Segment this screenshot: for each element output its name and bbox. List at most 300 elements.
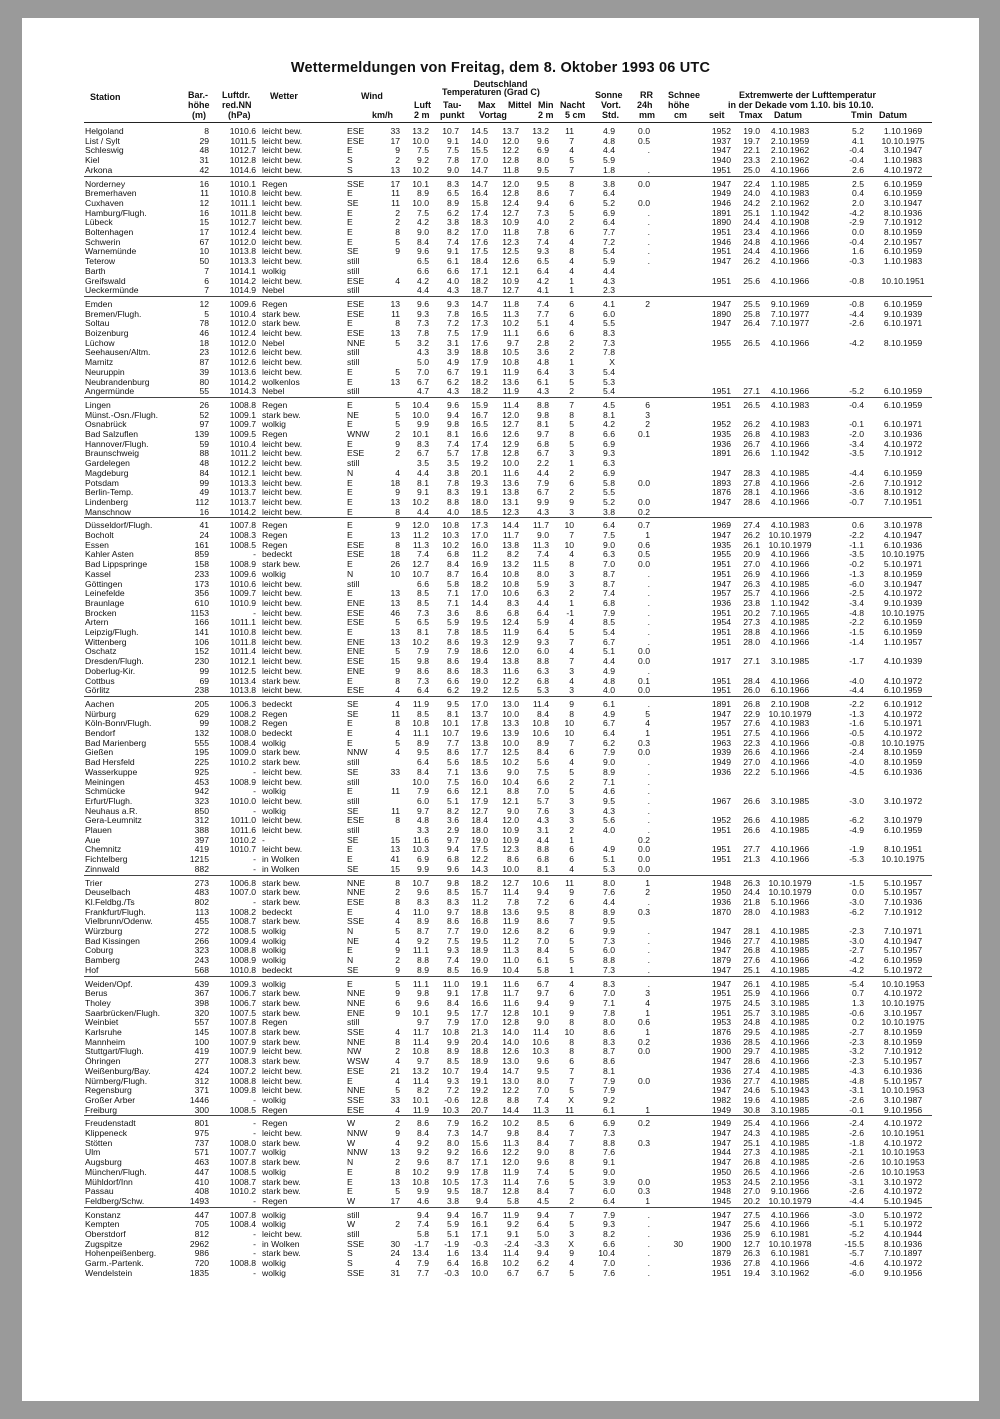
- cell-precip: 0.6: [638, 1017, 650, 1028]
- cell-tmax-date: 2.10.1962: [770, 145, 810, 156]
- cell-station: Neuhaus a.R.: [85, 805, 138, 816]
- cell-since: 1947: [711, 318, 731, 329]
- cell-sunshine: 4.4: [603, 145, 615, 156]
- cell-station: Saarbrücken/Flugh.: [85, 1007, 160, 1018]
- cell-sunshine: 8.7: [603, 1046, 615, 1057]
- station-row: [22, 864, 979, 874]
- cell-dew-point: 9.1: [447, 988, 459, 999]
- cell-dew-point: -0.3: [444, 1267, 459, 1278]
- cell-station: Karlsruhe: [85, 1027, 122, 1037]
- cell-tmax-date: 4.10.1985: [770, 1128, 810, 1138]
- cell-tmin: -1.4: [849, 636, 864, 647]
- cell-tmax: 27.3: [743, 1147, 760, 1158]
- cell-wind-speed: 5: [395, 399, 400, 410]
- cell-wind-dir: E: [347, 217, 353, 228]
- cell-max-temp: 19.1: [471, 978, 488, 989]
- cell-precip: 4: [645, 718, 650, 729]
- cell-pressure: 1011.5: [230, 135, 256, 146]
- cell-max-temp: 17.1: [471, 1157, 488, 1168]
- cell-height: 49: [199, 487, 209, 498]
- cell-weather: leicht bew.: [262, 656, 303, 667]
- station-row: [22, 126, 979, 136]
- cell-height: 11: [200, 188, 209, 199]
- cell-station: Chemnitz: [85, 844, 122, 855]
- cell-pressure: 1011.4: [230, 646, 256, 657]
- cell-mean-prev: 11.6: [502, 467, 519, 478]
- cell-since: 1947: [711, 708, 731, 719]
- cell-tmin-date: 1.10.1983: [883, 155, 923, 166]
- cell-height: 483: [194, 887, 209, 898]
- cell-night-min: 10: [564, 728, 574, 738]
- cell-pressure: -: [253, 896, 256, 907]
- cell-mean-prev: 9.0: [507, 766, 519, 777]
- group-separator: [84, 1115, 932, 1116]
- cell-air-temp: 9.0: [417, 227, 429, 237]
- cell-weather: stark bew.: [262, 1186, 301, 1197]
- cell-wind-dir: NNW: [347, 747, 368, 758]
- cell-precip: .: [647, 766, 650, 777]
- cell-height: 141: [194, 627, 209, 637]
- cell-precip: 1: [645, 1027, 650, 1037]
- cell-station: Münst.-Osn./Flugh.: [85, 409, 159, 420]
- cell-weather: Regen: [262, 399, 288, 410]
- group-separator: [84, 296, 932, 297]
- cell-weather: leicht bew.: [262, 145, 303, 156]
- cell-max-temp: 16.4: [471, 568, 488, 579]
- cell-wind-dir: E: [347, 419, 353, 430]
- cell-wind-speed: 18: [390, 549, 400, 560]
- cell-tmin: -0.5: [849, 728, 864, 738]
- cell-wind-dir: ESE: [347, 135, 365, 146]
- cell-tmin: -2.6: [849, 1128, 864, 1138]
- cell-tmax: 26.8: [743, 698, 760, 709]
- header-mittel: Mittel: [508, 100, 532, 110]
- cell-tmax: 28.0: [743, 636, 760, 647]
- cell-wind-dir: still: [347, 795, 360, 806]
- cell-tmin: -2.2: [849, 530, 864, 540]
- cell-dew-point: 5.1: [447, 795, 459, 806]
- cell-dew-point: 5.9: [447, 1219, 459, 1230]
- cell-sunshine: 5.4: [603, 627, 615, 637]
- cell-station: Soltau: [85, 318, 110, 329]
- cell-air-temp: 4.4: [417, 285, 429, 296]
- cell-wind-speed: 30: [390, 1238, 400, 1249]
- cell-min-temp: 9.5: [537, 906, 549, 917]
- cell-height: 300: [194, 1104, 209, 1115]
- cell-sunshine: 8.3: [603, 978, 615, 989]
- cell-night-min: 5: [569, 207, 574, 218]
- cell-dew-point: 9.8: [447, 877, 459, 888]
- cell-station: Angermünde: [85, 386, 135, 397]
- cell-tmax-date: 1.10.1942: [770, 207, 810, 218]
- cell-pressure: 1007.9: [229, 1046, 256, 1057]
- station-row: [22, 738, 979, 748]
- cell-pressure: 1010.9: [229, 597, 256, 608]
- cell-max-temp: 16.6: [471, 1147, 488, 1158]
- cell-pressure: 1008.0: [229, 1137, 256, 1148]
- cell-tmax: 25.6: [743, 1219, 760, 1230]
- cell-tmax: 27.7: [743, 844, 760, 855]
- cell-station: Braunlage: [85, 597, 125, 608]
- cell-wind-speed: 8: [395, 815, 400, 826]
- cell-pressure: 1010.8: [229, 188, 256, 199]
- cell-max-temp: 16.8: [471, 1258, 488, 1269]
- cell-wind-dir: ESE: [347, 685, 365, 696]
- station-row: [22, 916, 979, 926]
- cell-weather: wolkig: [262, 1209, 286, 1220]
- cell-wind-speed: 5: [395, 737, 400, 748]
- cell-tmax-date: 4.10.1985: [770, 935, 810, 946]
- cell-max-temp: 10.0: [471, 1267, 488, 1278]
- header-temperaturen: Temperaturen (Grad C): [442, 87, 540, 97]
- cell-pressure: -: [253, 863, 256, 874]
- cell-mean-prev: 8.3: [507, 597, 519, 608]
- cell-min-temp: 6.8: [537, 854, 549, 865]
- cell-height: 859: [194, 549, 209, 560]
- cell-tmax: 28.0: [743, 906, 760, 917]
- cell-tmin: -4.8: [849, 607, 864, 618]
- cell-precip: 0.0: [638, 178, 650, 189]
- cell-air-temp: 11.2: [412, 530, 429, 540]
- cell-since: 1951: [711, 399, 731, 410]
- cell-tmax: 25.9: [743, 988, 760, 999]
- cell-weather: Regen: [262, 520, 288, 531]
- cell-sunshine: 5.8: [603, 477, 615, 488]
- cell-tmin-date: 6.10.1959: [883, 178, 923, 189]
- cell-tmin-date: 4.10.1972: [883, 708, 923, 719]
- cell-tmin-date: 3.10.1957: [883, 1007, 923, 1018]
- cell-tmin: -2.0: [849, 429, 864, 439]
- cell-station: Augsburg: [85, 1157, 122, 1168]
- cell-tmax-date: 4.10.1983: [770, 188, 810, 199]
- cell-weather: leicht bew.: [262, 357, 303, 368]
- cell-pressure: 1012.0: [229, 318, 256, 329]
- cell-mean-prev: 11.9: [502, 916, 519, 927]
- cell-sunshine: 5.4: [603, 386, 615, 397]
- cell-night-min: 5: [569, 438, 574, 449]
- cell-tmax: 25.1: [743, 964, 760, 975]
- cell-min-temp: 7.2: [537, 896, 549, 907]
- cell-station: Freudenstadt: [85, 1118, 136, 1129]
- cell-night-min: 6: [569, 308, 574, 319]
- cell-air-temp: 7.3: [417, 318, 429, 329]
- cell-dew-point: 10.3: [442, 530, 459, 540]
- cell-wind-dir: E: [347, 945, 353, 956]
- cell-mean-prev: 13.3: [502, 718, 519, 729]
- cell-pressure: 1012.2: [229, 458, 256, 469]
- cell-air-temp: 4.7: [417, 386, 429, 397]
- cell-precip: 0.3: [638, 1137, 650, 1148]
- cell-mean-prev: 8.6: [507, 854, 519, 865]
- cell-tmin: -3.5: [849, 549, 864, 560]
- cell-tmax-date: 1.10.1942: [770, 597, 810, 608]
- cell-tmin-date: 8.10.1959: [883, 1036, 923, 1047]
- cell-mean-prev: 12.6: [502, 1046, 519, 1057]
- cell-tmax-date: 4.10.1966: [770, 988, 810, 999]
- cell-night-min: 10: [564, 1027, 574, 1037]
- cell-tmax-date: 4.10.1985: [770, 1094, 810, 1105]
- cell-height: 48: [199, 145, 209, 156]
- cell-dew-point: 9.6: [447, 863, 459, 874]
- cell-tmax: 30.8: [743, 1104, 760, 1115]
- cell-night-min: 4: [569, 978, 574, 989]
- cell-wind-dir: W: [347, 1219, 356, 1230]
- cell-weather: leicht bew.: [262, 227, 303, 237]
- cell-max-temp: 17.1: [471, 265, 488, 276]
- cell-max-temp: 18.2: [471, 275, 488, 286]
- cell-weather: stark bew.: [262, 1027, 301, 1037]
- cell-tmax-date: 4.10.1966: [770, 337, 810, 348]
- cell-tmin-date: 8.10.1936: [883, 207, 923, 218]
- cell-night-min: 11: [565, 877, 574, 888]
- cell-max-temp: 13.4: [471, 1248, 488, 1259]
- cell-pressure: 1012.1: [229, 467, 256, 478]
- cell-min-temp: 9.4: [537, 887, 549, 898]
- cell-min-temp: 6.7: [537, 978, 549, 989]
- cell-dew-point: 8.6: [447, 656, 459, 667]
- cell-air-temp: 12.7: [412, 559, 429, 570]
- cell-tmin: 4.1: [852, 135, 864, 146]
- cell-mean-prev: 11.2: [502, 935, 519, 946]
- cell-wind-speed: 13: [390, 597, 400, 608]
- cell-mean-prev: 12.2: [502, 145, 519, 156]
- cell-dew-point: 6.1: [447, 256, 459, 267]
- cell-height: 39: [199, 366, 209, 377]
- cell-dew-point: 8.5: [447, 1056, 459, 1067]
- cell-tmin: -0.1: [849, 419, 864, 430]
- cell-tmin-date: 6.10.1936: [883, 766, 923, 777]
- cell-wind-speed: 2: [395, 1219, 400, 1230]
- header-tau-a: Tau-: [443, 100, 462, 110]
- cell-tmax-date: 6.10.1966: [770, 685, 810, 696]
- cell-pressure: 1010.2: [229, 834, 256, 845]
- cell-dew-point: 7.9: [447, 1017, 459, 1028]
- cell-tmin: -0.4: [849, 155, 864, 166]
- cell-air-temp: 8.9: [417, 188, 429, 199]
- cell-air-temp: 8.7: [417, 926, 429, 936]
- cell-min-temp: 4.5: [537, 1195, 549, 1206]
- cell-air-temp: 8.5: [417, 708, 429, 719]
- cell-since: 1947: [711, 298, 731, 309]
- station-row: [22, 386, 979, 396]
- cell-max-temp: 20.7: [471, 1104, 488, 1115]
- cell-night-min: 1: [569, 275, 574, 286]
- cell-weather: leicht bew.: [262, 825, 303, 835]
- header-vortag: Vortag: [479, 110, 507, 120]
- cell-tmin: -3.0: [849, 935, 864, 946]
- cell-wind-dir: W: [347, 1195, 356, 1206]
- cell-max-temp: 19.1: [471, 487, 488, 498]
- cell-since: 1967: [711, 795, 731, 806]
- cell-night-min: 3: [569, 366, 574, 377]
- cell-weather: stark bew.: [262, 757, 301, 768]
- cell-weather: leicht bew.: [262, 766, 303, 777]
- cell-station: Kahler Asten: [85, 549, 134, 560]
- cell-wind-dir: ENE: [347, 1007, 365, 1018]
- cell-dew-point: 5.6: [447, 757, 459, 768]
- cell-sunshine: 4.2: [603, 419, 615, 430]
- cell-since: 1947: [711, 964, 731, 975]
- cell-tmin: -3.1: [849, 1085, 864, 1096]
- cell-tmin: 0.7: [852, 988, 864, 999]
- cell-tmax: 26.6: [743, 448, 760, 459]
- station-row: [22, 338, 979, 348]
- cell-night-min: X: [568, 1238, 574, 1249]
- cell-since: 1936: [711, 896, 731, 907]
- cell-tmin: -0.6: [849, 1007, 864, 1018]
- cell-precip: .: [647, 588, 650, 599]
- cell-pressure: 1008.5: [229, 926, 256, 936]
- cell-pressure: 1014.9: [229, 285, 256, 296]
- cell-wind-dir: NNW: [347, 1147, 368, 1158]
- cell-wind-speed: 13: [390, 627, 400, 637]
- station-row: [22, 530, 979, 540]
- cell-tmin-date: 7.10.1912: [883, 477, 923, 488]
- cell-tmin: 1.3: [852, 997, 864, 1008]
- cell-pressure: 1013.3: [229, 256, 256, 267]
- cell-min-temp: 9.5: [537, 178, 549, 189]
- cell-min-temp: 8.4: [537, 1137, 549, 1148]
- cell-mean-prev: 13.8: [502, 656, 519, 667]
- cell-max-temp: 20.4: [471, 1036, 488, 1047]
- cell-precip: 0.0: [638, 496, 650, 507]
- cell-night-min: 10: [564, 718, 574, 729]
- cell-dew-point: 9.7: [447, 834, 459, 845]
- cell-wind-speed: 10: [390, 568, 400, 579]
- cell-mean-prev: 11.3: [502, 308, 519, 319]
- cell-night-min: 8: [569, 1157, 574, 1168]
- cell-weather: stark bew.: [262, 896, 301, 907]
- cell-weather: wolkig: [262, 805, 286, 816]
- cell-dew-point: 9.3: [447, 1075, 459, 1086]
- cell-height: 24: [199, 530, 209, 540]
- station-row: [22, 907, 979, 917]
- cell-night-min: 7: [569, 1137, 574, 1148]
- cell-pressure: -: [253, 786, 256, 797]
- cell-precip: 1: [645, 530, 650, 540]
- cell-tmin-date: 9.10.1939: [883, 308, 923, 319]
- cell-night-min: 5: [569, 419, 574, 430]
- cell-weather: in Wolken: [262, 863, 300, 874]
- cell-night-min: 6: [569, 896, 574, 907]
- cell-air-temp: 6.9: [417, 854, 429, 865]
- cell-pressure: 1010.8: [229, 627, 256, 637]
- cell-sunshine: 6.3: [603, 458, 615, 469]
- cell-sunshine: 6.4: [603, 188, 615, 199]
- cell-night-min: 7: [569, 656, 574, 667]
- cell-station: Weiden/Opf.: [85, 978, 133, 989]
- station-row: [22, 266, 979, 276]
- cell-max-temp: 19.2: [471, 1085, 488, 1096]
- cell-wind-dir: WSW: [347, 1056, 369, 1067]
- cell-wind-speed: 2: [395, 1046, 400, 1057]
- cell-air-temp: 9.8: [417, 988, 429, 999]
- header-sonne-1: Sonne: [595, 90, 623, 100]
- cell-air-temp: 8.3: [417, 438, 429, 449]
- cell-tmin-date: 3.10.1978: [883, 520, 923, 531]
- cell-weather: leicht bew.: [262, 597, 303, 608]
- cell-precip: 2: [645, 887, 650, 898]
- cell-wind-dir: NW: [347, 1046, 362, 1057]
- cell-max-temp: 17.8: [471, 1166, 488, 1177]
- cell-mean-prev: 12.8: [502, 188, 519, 199]
- group-separator: [84, 1207, 932, 1208]
- cell-max-temp: 13.6: [471, 766, 488, 777]
- cell-sunshine: 7.7: [603, 227, 615, 237]
- cell-air-temp: 10.7: [412, 568, 429, 579]
- cell-weather: leicht bew.: [262, 135, 303, 146]
- cell-min-temp: 9.7: [537, 988, 549, 999]
- cell-max-temp: 8.6: [476, 607, 488, 618]
- cell-min-temp: 9.5: [537, 164, 549, 175]
- cell-pressure: -: [253, 766, 256, 777]
- cell-dew-point: 7.4: [447, 438, 459, 449]
- cell-tmin-date: 3.10.1972: [883, 795, 923, 806]
- cell-wind-speed: 2: [395, 887, 400, 898]
- cell-min-temp: 4.4: [537, 467, 549, 478]
- cell-tmin-date: 8.10.1951: [883, 844, 923, 855]
- cell-weather: leicht bew.: [262, 275, 303, 286]
- cell-tmin: -2.6: [849, 1186, 864, 1197]
- cell-tmin-date: 5.10.1972: [883, 1209, 923, 1220]
- cell-tmin-date: 6.10.1971: [883, 318, 923, 329]
- cell-since: 1947: [711, 530, 731, 540]
- cell-sunshine: 2.3: [603, 285, 615, 296]
- cell-tmax-date: 4.10.1983: [770, 718, 810, 729]
- cell-dew-point: 9.4: [447, 844, 459, 855]
- cell-tmin-date: 10.10.1975: [881, 607, 925, 618]
- cell-wind-dir: SSE: [347, 1094, 365, 1105]
- cell-tmin: -1.5: [849, 877, 864, 888]
- cell-pressure: 1014.2: [229, 376, 256, 387]
- cell-min-temp: 6.6: [537, 328, 549, 338]
- cell-tmax-date: 4.10.1983: [770, 520, 810, 531]
- cell-dew-point: 1.6: [447, 1248, 459, 1259]
- cell-sunshine: 9.5: [603, 795, 615, 806]
- cell-dew-point: 8.4: [447, 559, 459, 570]
- cell-max-temp: 19.2: [471, 685, 488, 696]
- station-row: [22, 676, 979, 686]
- cell-pressure: -: [253, 1248, 256, 1259]
- cell-sunshine: 7.8: [603, 347, 615, 358]
- cell-dew-point: 9.4: [447, 1209, 459, 1220]
- cell-tmax: 24.4: [743, 217, 760, 228]
- cell-mean-prev: 12.8: [502, 1007, 519, 1018]
- cell-dew-point: 7.5: [447, 776, 459, 787]
- cell-min-temp: 9.6: [537, 1056, 549, 1067]
- cell-tmin-date: 7.10.1912: [883, 1046, 923, 1057]
- cell-pressure: 1013.6: [229, 366, 256, 377]
- cell-wind-speed: 9: [395, 988, 400, 999]
- cell-dew-point: 7.1: [447, 588, 459, 599]
- cell-wind-speed: 15: [390, 656, 400, 667]
- cell-wind-dir: ENE: [347, 597, 365, 608]
- cell-station: Greifswald: [85, 275, 126, 286]
- cell-tmin: -2.2: [849, 617, 864, 628]
- group-separator: [84, 517, 932, 518]
- cell-wind-dir: N: [347, 926, 354, 936]
- cell-mean-prev: 12.3: [502, 506, 519, 517]
- cell-weather: -: [262, 834, 265, 845]
- cell-wind-dir: NNE: [347, 988, 366, 999]
- header-luftdr-2: red.NN: [222, 100, 252, 110]
- cell-wind-speed: 4: [395, 275, 400, 286]
- cell-since: 1950: [711, 887, 731, 898]
- cell-wind-speed: 5: [395, 1085, 400, 1096]
- cell-height: 46: [199, 328, 209, 338]
- cell-wind-speed: 18: [390, 477, 400, 488]
- cell-min-temp: 4.8: [537, 357, 549, 368]
